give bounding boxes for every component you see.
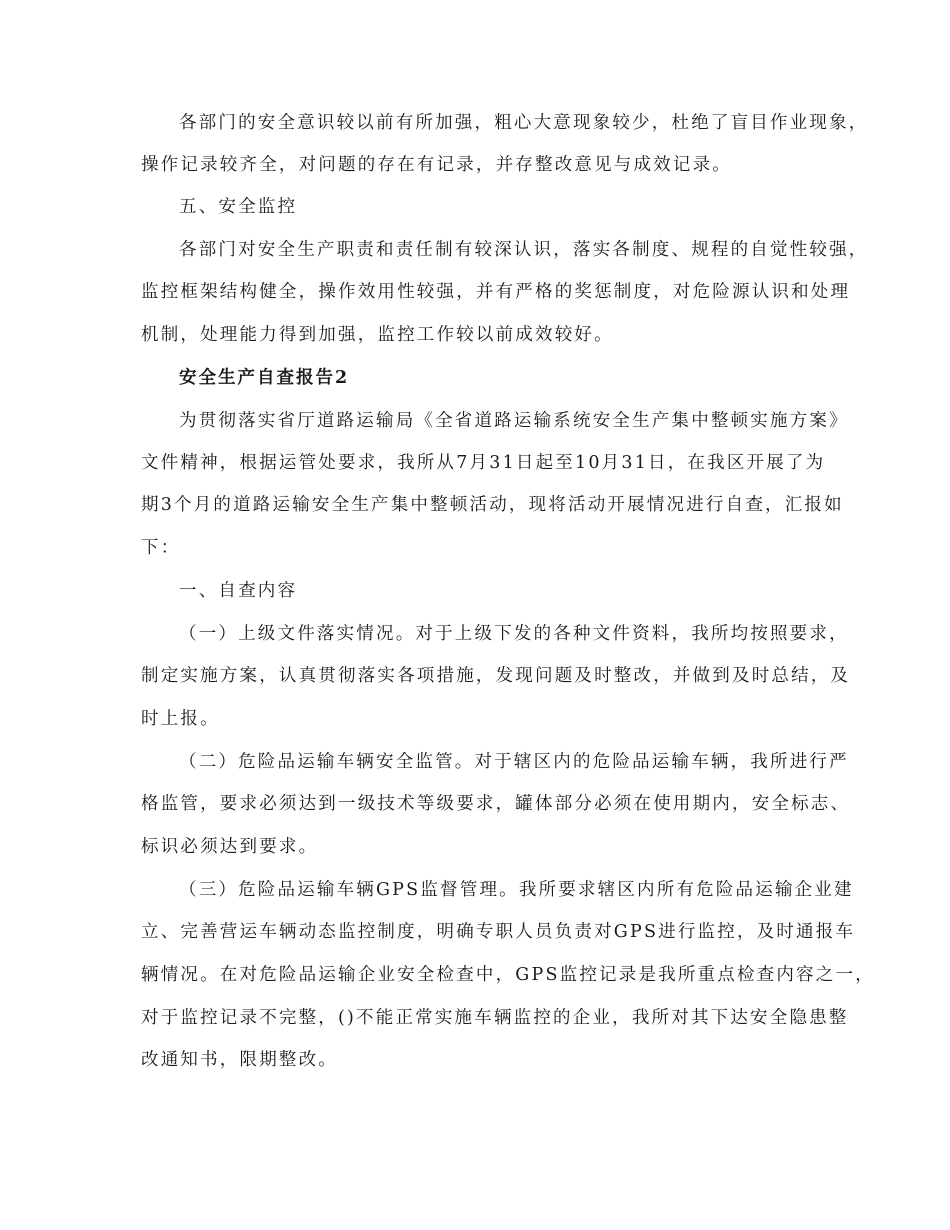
paragraph-line: 对于监控记录不完整，()不能正常实施车辆监控的企业，我所对其下达安全隐患整 [141, 1008, 849, 1028]
paragraph-line: 制定实施方案，认真贯彻落实各项措施，发现问题及时整改，并做到及时总结，及 [141, 666, 851, 686]
section-heading: 一、自查内容 [179, 581, 298, 601]
section-heading: 五、安全监控 [179, 197, 298, 217]
paragraph-line: 监控框架结构健全，操作效用性较强，并有严格的奖惩制度，对危险源认识和处理 [141, 282, 851, 302]
paragraph-line: 时上报。 [141, 709, 220, 729]
paragraph-line: 标识必须达到要求。 [141, 837, 319, 857]
paragraph-line: （一）上级文件落实情况。对于上级下发的各种文件资料，我所均按照要求， [179, 624, 849, 644]
paragraph-line: 各部门对安全生产职责和责任制有较深认识，落实各制度、规程的自觉性较强， [179, 240, 869, 260]
paragraph-line: 辆情况。在对危险品运输企业安全检查中，GPS监控记录是我所重点检查内容之一， [141, 965, 875, 985]
paragraph-line: 改通知书，限期整改。 [141, 1050, 338, 1070]
report-title: 安全生产自查报告2 [179, 368, 350, 388]
paragraph-line: 为贯彻落实省厅道路运输局《全省道路运输系统安全生产集中整顿实施方案》 [179, 411, 849, 431]
paragraph-line: 操作记录较齐全，对问题的存在有记录，并存整改意见与成效记录。 [141, 155, 732, 175]
paragraph-line: 期3个月的道路运输安全生产集中整顿活动，现将活动开展情况进行自查，汇报如 [141, 495, 844, 515]
paragraph-line: 格监管，要求必须达到一级技术等级要求，罐体部分必须在使用期内，安全标志、 [141, 794, 851, 814]
paragraph-line: 下： [141, 538, 181, 558]
paragraph-line: （三）危险品运输车辆GPS监督管理。我所要求辖区内所有危险品运输企业建 [179, 880, 854, 900]
paragraph-line: 各部门的安全意识较以前有所加强，粗心大意现象较少，杜绝了盲目作业现象， [179, 113, 869, 133]
paragraph-line: 机制，处理能力得到加强，监控工作较以前成效较好。 [141, 325, 614, 345]
paragraph-line: 文件精神，根据运管处要求，我所从7月31日起至10月31日，在我区开展了为 [141, 453, 826, 473]
paragraph-line: （二）危险品运输车辆安全监管。对于辖区内的危险品运输车辆，我所进行严 [179, 752, 849, 772]
paragraph-line: 立、完善营运车辆动态监控制度，明确专职人员负责对GPS进行监控，及时通报车 [141, 922, 856, 942]
